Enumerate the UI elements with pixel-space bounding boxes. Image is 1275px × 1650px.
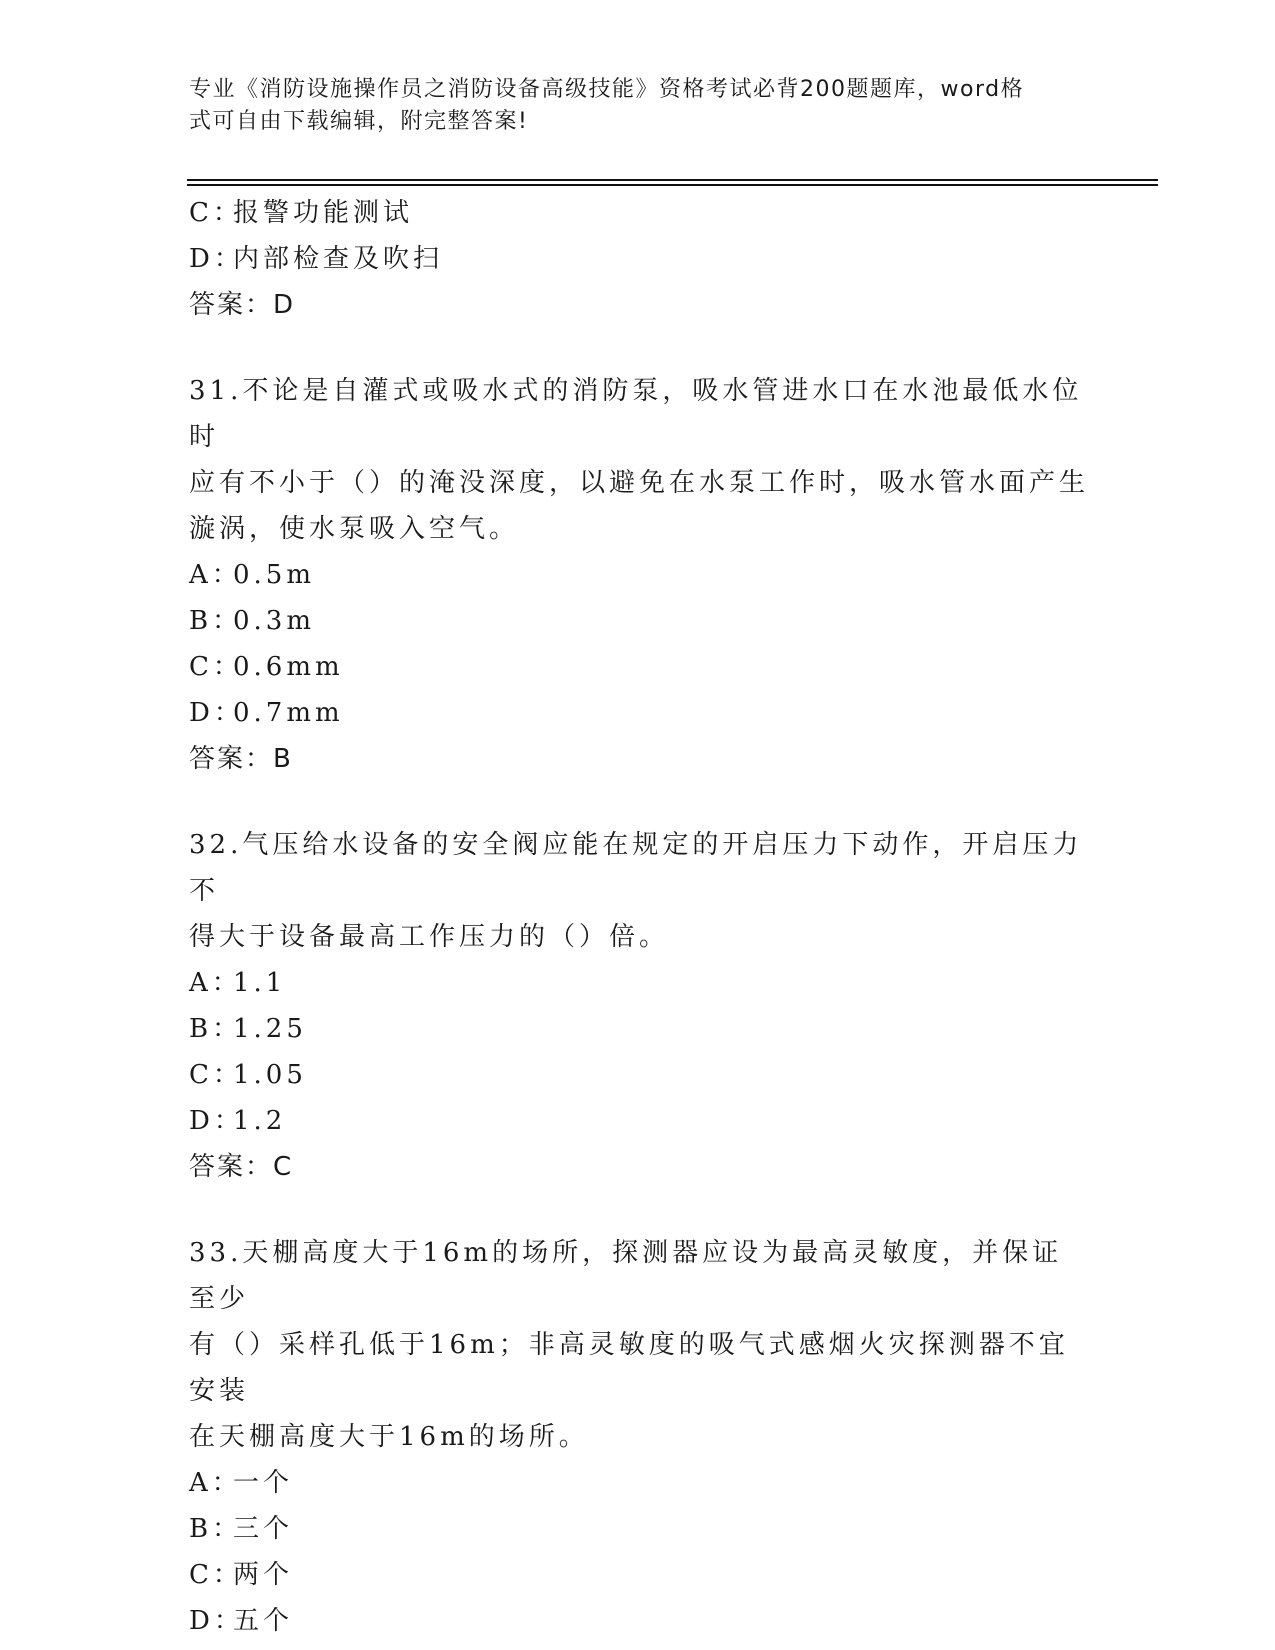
option-label: C： [189,652,243,682]
stem-line: 33.天棚高度大于16m的场所，探测器应设为最高灵敏度，并保证至少 [189,1238,1063,1314]
question-list [189,190,1089,1644]
option-text: 0.7mm [233,698,344,728]
option-d [189,1598,1089,1644]
stem-line: 在天棚高度大于16m的场所。 [189,1422,589,1452]
option-label: A： [189,968,242,998]
option-b [189,598,1089,644]
option-label: D： [189,1106,244,1136]
option-b [189,1006,1089,1052]
question-stem [189,1230,1089,1460]
option-c [189,644,1089,690]
answer-line: 答案：B [189,744,293,774]
question-31 [189,368,1089,782]
option-a [189,1460,1089,1506]
document-header [189,74,1089,138]
option-text: 1.2 [233,1106,287,1136]
option-label: B： [189,1014,243,1044]
option-text: 0.6mm [233,652,344,682]
option-label: D： [189,698,244,728]
stem-line: 得大于设备最高工作压力的（）倍。 [189,922,670,952]
option-label: A： [189,560,242,590]
header-line-1: 专业《消防设施操作员之消防设备高级技能》资格考试必背200题题库，word格 [189,77,1025,102]
option-label: D： [189,1606,244,1636]
option-d [189,236,1089,282]
option-text: 两个 [233,1560,294,1590]
option-label: C： [189,1060,243,1090]
option-a [189,960,1089,1006]
answer-line: 答案：D [189,290,296,320]
option-text: 一个 [233,1468,294,1498]
option-c [189,1052,1089,1098]
question-stem [189,822,1089,960]
option-text: 报警功能测试 [233,198,414,228]
option-a [189,552,1089,598]
question-stem [189,368,1089,552]
option-label: D： [189,244,244,274]
stem-line: 32.气压给水设备的安全阀应能在规定的开启压力下动作，开启压力不 [189,830,1083,906]
option-text: 三个 [233,1514,294,1544]
question-32 [189,822,1089,1190]
option-text: 0.3m [233,606,316,636]
stem-line: 31.不论是自灌式或吸水式的消防泵，吸水管进水口在水池最低水位时 [189,376,1083,452]
stem-line: 漩涡，使水泵吸入空气。 [189,514,520,544]
header-line-2: 式可自由下载编辑，附完整答案! [189,109,529,134]
option-label: C： [189,198,243,228]
option-text: 内部检查及吹扫 [233,244,444,274]
option-c [189,190,1089,236]
option-d [189,690,1089,736]
option-d [189,1098,1089,1144]
carryover-question [189,190,1089,328]
option-label: B： [189,606,243,636]
option-text: 五个 [233,1606,294,1636]
header-divider-top [187,179,1158,181]
stem-line: 有（）采样孔低于16m；非高灵敏度的吸气式感烟火灾探测器不宜安装 [189,1330,1069,1406]
option-text: 1.05 [233,1060,307,1090]
option-label: B： [189,1514,243,1544]
option-text: 0.5m [233,560,316,590]
option-label: A： [189,1468,242,1498]
stem-line: 应有不小于（）的淹没深度，以避免在水泵工作时，吸水管水面产生 [189,468,1090,498]
option-label: C： [189,1560,243,1590]
option-text: 1.1 [233,968,287,998]
option-c [189,1552,1089,1598]
option-b [189,1506,1089,1552]
header-divider-bottom [187,184,1158,186]
option-text: 1.25 [233,1014,307,1044]
question-33 [189,1230,1089,1644]
answer-line: 答案：C [189,1152,294,1182]
